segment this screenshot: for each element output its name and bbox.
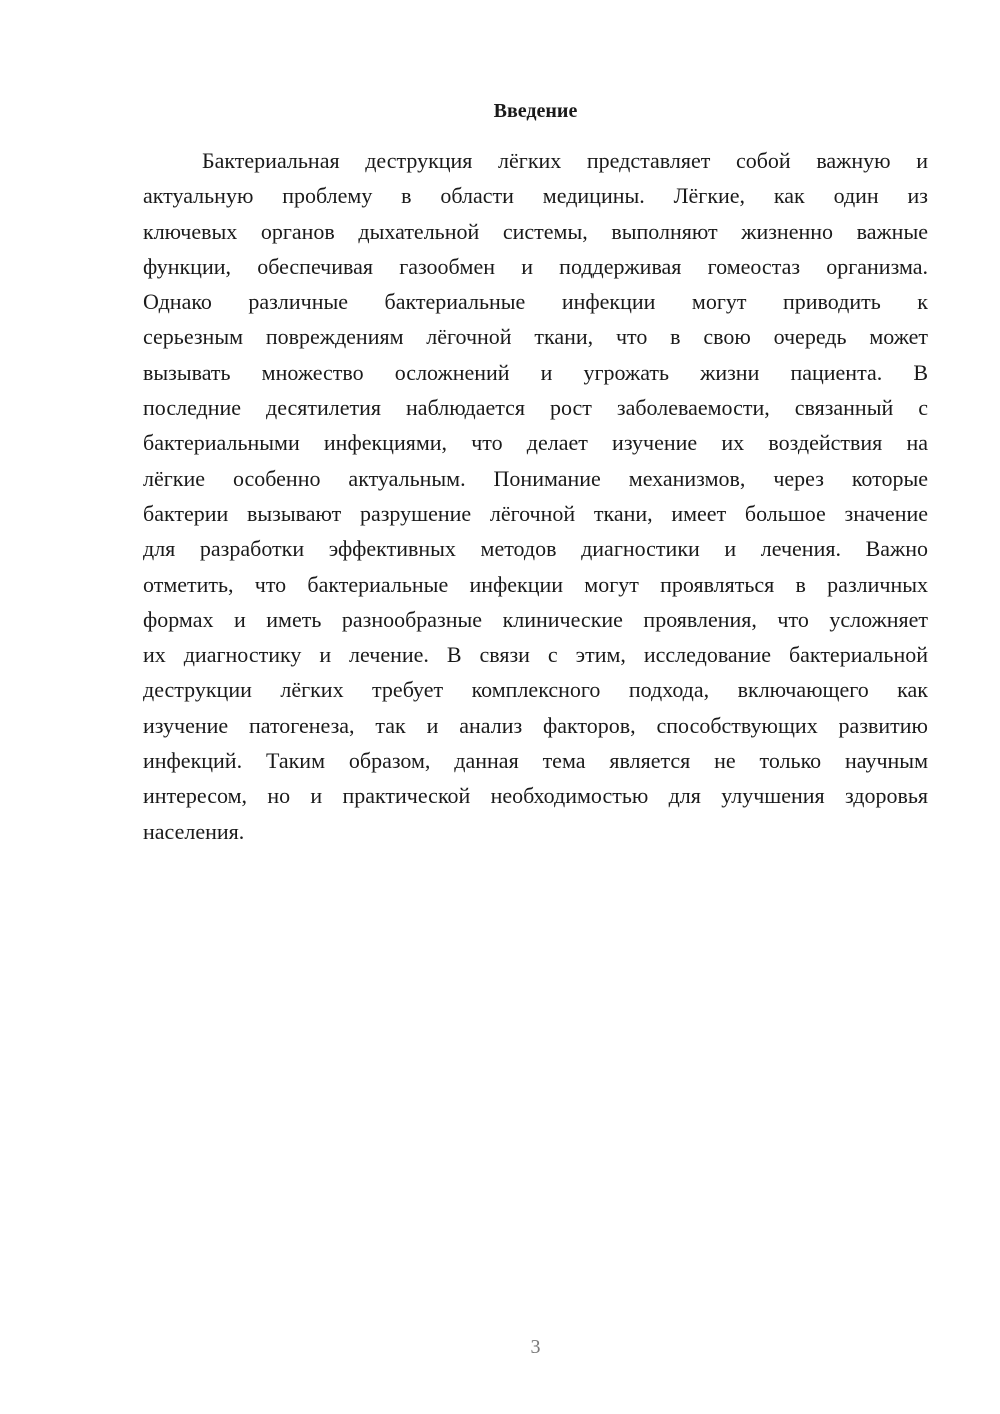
paragraph-line: формах и иметь разнообразные клинические проявления, что усложняет xyxy=(143,606,928,632)
paragraph-line: интересом, но и практической необходимостью для улучшения здоровья xyxy=(143,783,928,809)
paragraph-line: актуальную проблему в области медицины. Лёгкие, как один из xyxy=(143,183,928,209)
paragraph-line: изучение патогенеза, так и анализ факторов, способствующих развитию xyxy=(143,712,928,738)
paragraph-line: лёгкие особенно актуальным. Понимание механизмов, через которые xyxy=(143,465,928,491)
paragraph-line: последние десятилетия наблюдается рост заболеваемости, связанный с xyxy=(143,395,928,421)
paragraph-line: деструкции лёгких требует комплексного подхода, включающего как xyxy=(143,677,928,703)
body-paragraph xyxy=(143,143,928,849)
paragraph-line: их диагностику и лечение. В связи с этим, исследование бактериальной xyxy=(143,642,928,668)
paragraph-line: функции, обеспечивая газообмен и поддерживая гомеостаз организма. xyxy=(143,253,928,279)
page-number: 3 xyxy=(530,1336,541,1358)
paragraph-line: инфекций. Таким образом, данная тема является не только научным xyxy=(143,748,928,774)
paragraph-line: Однако различные бактериальные инфекции могут приводить к xyxy=(143,289,928,315)
paragraph-line: Бактериальная деструкция лёгких представляет собой важную и xyxy=(202,148,928,173)
paragraph-line: вызывать множество осложнений и угрожать жизни пациента. В xyxy=(143,359,928,385)
paragraph-line: отметить, что бактериальные инфекции могут проявляться в различных xyxy=(143,571,928,597)
paragraph-line: серьезным повреждениям лёгочной ткани, что в свою очередь может xyxy=(143,324,928,350)
paragraph-line: бактерии вызывают разрушение лёгочной ткани, имеет большое значение xyxy=(143,500,928,526)
paragraph-line: бактериальными инфекциями, что делает изучение их воздействия на xyxy=(143,430,928,456)
paragraph-line: ключевых органов дыхательной системы, выполняют жизненно важные xyxy=(143,218,928,244)
paragraph-line: для разработки эффективных методов диагностики и лечения. Важно xyxy=(143,536,928,562)
section-heading: Введение xyxy=(493,100,578,122)
paragraph-line: населения. xyxy=(143,818,245,844)
